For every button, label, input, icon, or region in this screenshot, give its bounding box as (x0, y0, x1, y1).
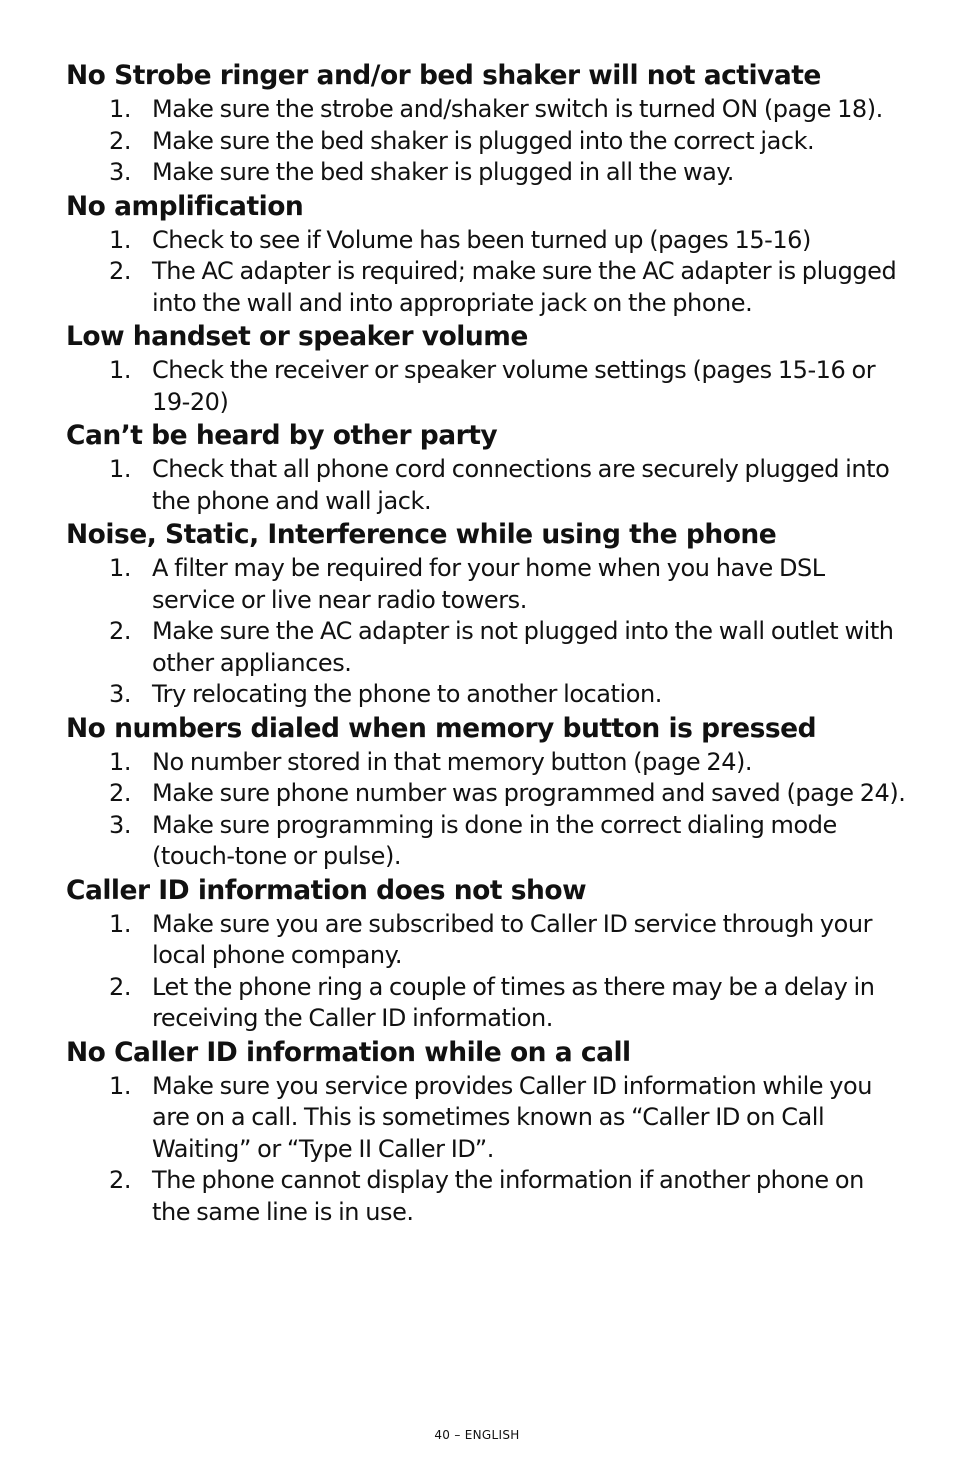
list-item (66, 157, 906, 189)
list-item (66, 355, 906, 418)
page-footer: 40 – ENGLISH (434, 1428, 520, 1442)
item-number: 1. (109, 747, 131, 776)
section-heading: Noise, Static, Interference while using the phone (66, 519, 777, 550)
list-item (66, 553, 906, 616)
item-number: 2. (109, 972, 131, 1001)
list-item (66, 747, 906, 779)
item-number: 2. (109, 617, 131, 645)
list-item (66, 454, 906, 517)
item-number: 3. (109, 810, 131, 839)
list-item (66, 616, 906, 679)
item-list (66, 225, 906, 320)
list-item (66, 810, 906, 873)
item-text: Make sure the strobe and/shaker switch is turned ON (page 18). (152, 95, 883, 123)
item-list (66, 1071, 906, 1229)
item-text: Make sure programming is done in the correct dialing mode (touch-tone or pulse). (152, 810, 837, 870)
item-number: 3. (109, 158, 131, 186)
section-heading: Can’t be heard by other party (66, 420, 498, 451)
item-list (66, 94, 906, 189)
section-strobe-shaker (66, 58, 906, 189)
item-text: No number stored in that memory button (page 24). (152, 747, 753, 776)
item-list (66, 747, 906, 873)
item-text: Check that all phone cord connections are securely plugged into the phone and wall jack. (152, 455, 890, 515)
section-no-amplification (66, 189, 906, 320)
list-item (66, 225, 906, 257)
list-item (66, 126, 906, 158)
item-number: 2. (109, 126, 131, 155)
section-cant-be-heard (66, 418, 906, 517)
item-text: Check to see if Volume has been turned up (pages 15-16) (152, 225, 811, 254)
section-heading: Low handset or speaker volume (66, 321, 528, 352)
item-text: The phone cannot display the information if another phone on the same line is in use. (152, 1166, 864, 1226)
item-text: Check the receiver or speaker volume settings (pages 15-16 or 19-20) (152, 356, 876, 416)
section-caller-id-not-show (66, 873, 906, 1035)
section-noise-static (66, 517, 906, 711)
section-heading: No Strobe ringer and/or bed shaker will not activate (66, 60, 821, 91)
item-text: Let the phone ring a couple of times as there may be a delay in receiving the Caller ID information. (152, 972, 875, 1032)
item-number: 1. (109, 356, 131, 384)
item-text: Make sure phone number was programmed and saved (page 24). (152, 779, 906, 807)
list-item (66, 778, 906, 810)
list-item (66, 909, 906, 972)
section-low-volume (66, 319, 906, 418)
item-list (66, 553, 906, 711)
list-item (66, 1071, 906, 1166)
item-text: Make sure the bed shaker is plugged in all the way. (152, 158, 734, 186)
item-text: Make sure the bed shaker is plugged into the correct jack. (152, 126, 815, 155)
section-caller-id-on-call (66, 1035, 906, 1229)
item-text: A filter may be required for your home when you have DSL service or live near radio towers. (152, 554, 825, 614)
section-heading: No Caller ID information while on a call (66, 1036, 631, 1068)
list-item (66, 256, 906, 319)
item-number: 1. (109, 554, 131, 582)
section-heading: Caller ID information does not show (66, 874, 587, 906)
item-number: 2. (109, 779, 131, 807)
item-number: 1. (109, 455, 131, 483)
item-number: 3. (109, 680, 131, 708)
item-text: Make sure you are subscribed to Caller ID service through your local phone company. (152, 909, 873, 969)
section-heading: No numbers dialed when memory button is pressed (66, 712, 817, 744)
list-item (66, 679, 906, 711)
item-number: 1. (109, 909, 131, 938)
item-number: 1. (109, 225, 131, 254)
section-memory-button (66, 711, 906, 873)
item-number: 2. (109, 257, 131, 285)
item-text: Make sure you service provides Caller ID information while you are on a call. This is sometimes known as “Caller ID on Call Waiting” or “Type II Caller ID”. (152, 1071, 873, 1163)
list-item (66, 94, 906, 126)
list-item (66, 1165, 906, 1228)
item-text: Try relocating the phone to another location. (152, 680, 662, 708)
item-number: 1. (109, 95, 131, 123)
item-number: 2. (109, 1166, 131, 1194)
item-list (66, 909, 906, 1035)
troubleshooting-content (66, 58, 906, 1228)
item-list (66, 454, 906, 517)
item-text: The AC adapter is required; make sure the AC adapter is plugged into the wall and into appropriate jack on the phone. (152, 257, 897, 317)
list-item (66, 972, 906, 1035)
item-number: 1. (109, 1071, 131, 1100)
item-list (66, 355, 906, 418)
item-text: Make sure the AC adapter is not plugged into the wall outlet with other appliances. (152, 617, 894, 677)
section-heading: No amplification (66, 190, 304, 222)
